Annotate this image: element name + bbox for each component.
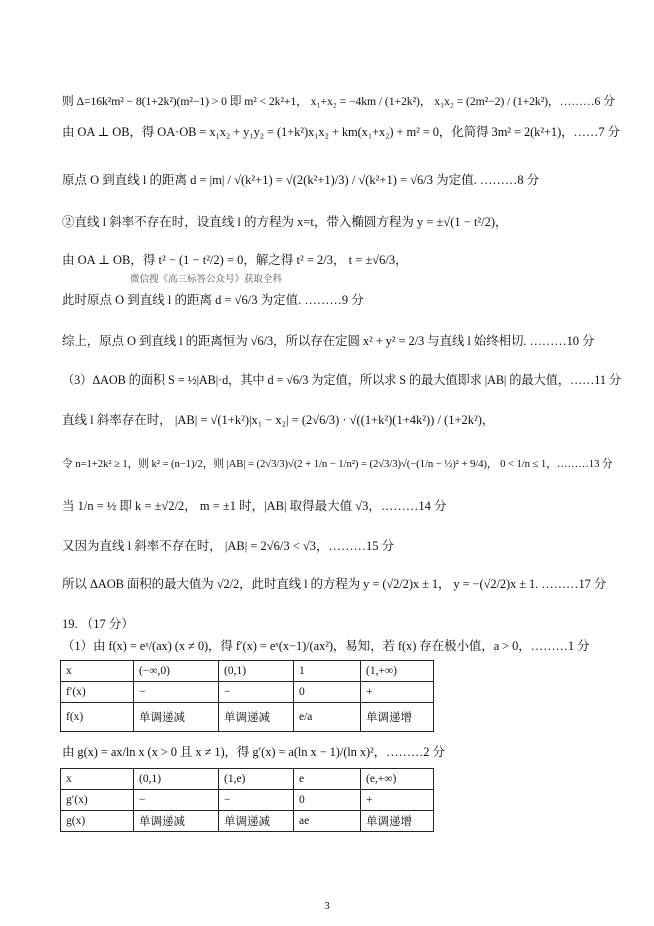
table-cell: g(x) (61, 811, 134, 832)
question-19-header: 19. （17 分） (62, 617, 134, 631)
table-cell: (1,+∞) (361, 661, 434, 682)
table-cell: (0,1) (219, 661, 294, 682)
table-cell: x (61, 661, 134, 682)
table-cell: e/a (294, 703, 361, 732)
page-number: 3 (324, 900, 330, 912)
table-row (61, 703, 434, 732)
text-line-area: （3）ΔAOB 的面积 S = ½|AB|·d，其中 d = √6/3 为定值，所以求 S 的最大值即求 |AB| 的最大值，……11 分 (62, 373, 622, 387)
q19-part2-text: 由 g(x) = ax/ln x (x > 0 且 x ≠ 1)，得 g′(x) = a(ln x − 1)/(ln x)²，………2 分 (62, 745, 445, 759)
table-cell: x (61, 769, 134, 790)
table-cell: − (134, 682, 219, 703)
table-cell: f′(x) (61, 682, 134, 703)
table-cell: 1 (294, 661, 361, 682)
table-cell: 单调递减 (219, 703, 294, 732)
table-cell: + (361, 790, 434, 811)
table-cell: f(x) (61, 703, 134, 732)
watermark-text: 微信搜《高三标答公众号》获取全科 (130, 274, 283, 285)
table-cell: 单调递增 (361, 703, 434, 732)
table-cell: − (219, 790, 294, 811)
table-cell: 单调递减 (219, 811, 294, 832)
table-row (61, 682, 434, 703)
table-cell: 0 (294, 682, 361, 703)
table-row (61, 790, 434, 811)
table-row (61, 769, 434, 790)
text-line-solve-t: 由 OA ⊥ OB，得 t² − (1 − t²/2) = 0，解之得 t² = 2/3， t = ±√6/3， (62, 253, 408, 267)
table-cell: (0,1) (134, 769, 219, 790)
table-cell: 单调递增 (361, 811, 434, 832)
table-cell: (−∞,0) (134, 661, 219, 682)
text-line-delta: 则 Δ=16k²m² − 8(1+2k²)(m²−1) > 0 即 m² < 2k²+1， x₁+x₂ = −4km / (1+2k²)， x₁x₂ = (2m²−2) / (1+2k²)，………6 分 (62, 95, 615, 108)
table-cell: 单调递减 (134, 811, 219, 832)
table-cell: (1,e) (219, 769, 294, 790)
text-line-conclusion: 综上，原点 O 到直线 l 的距离恒为 √6/3，所以存在定圆 x² + y² = 2/3 与直线 l 始终相切. ………10 分 (62, 334, 595, 348)
text-line-no-slope: 又因为直线 l 斜率不存在时， |AB| = 2√6/3 < √3，………15 分 (62, 539, 395, 553)
text-line-ab-length: 直线 l 斜率存在时， |AB| = √(1+k²)|x₁ − x₂| = (2√6/3) · √((1+k²)(1+4k²)) / (1+2k²)， (62, 413, 495, 427)
text-line-distance: 原点 O 到直线 l 的距离 d = |m| / √(k²+1) = √(2(k²+1)/3) / √(k²+1) = √6/3 为定值. ………8 分 (62, 173, 540, 187)
text-line-substitution: 令 n=1+2k² ≥ 1，则 k² = (n−1)/2，则 |AB| = (2√3/3)√(2 + 1/n − 1/n²) = (2√3/3)√(−(1/n − ½)² + 9/4)， 0 < 1/n ≤ 1，………13 分 (62, 458, 613, 470)
table-row (61, 661, 434, 682)
table-cell: ae (294, 811, 361, 832)
text-line-perpendicular: 由 OA ⊥ OB，得 OA·OB = x₁x₂ + y₁y₂ = (1+k²)x₁x₂ + km(x₁+x₂) + m² = 0，化简得 3m² = 2(k²+1)，……7 分 (62, 125, 620, 139)
table-cell: e (294, 769, 361, 790)
q19-part1-text: （1）由 f(x) = eˣ/(ax) (x ≠ 0)，得 f′(x) = eˣ(x−1)/(ax²)，易知，若 f(x) 存在极小值，a > 0，………1 分 (62, 639, 590, 653)
table-cell: + (361, 682, 434, 703)
text-line-maximum: 当 1/n = ½ 即 k = ±√2/2， m = ±1 时，|AB| 取得最大值 √3，………14 分 (62, 499, 447, 513)
table-f-monotonicity (60, 660, 434, 732)
table-cell: 0 (294, 790, 361, 811)
table-cell: − (219, 682, 294, 703)
table-g-monotonicity (60, 768, 434, 832)
table-cell: − (134, 790, 219, 811)
text-line-distance-2: 此时原点 O 到直线 l 的距离 d = √6/3 为定值. ………9 分 (62, 293, 364, 307)
table-cell: 单调递减 (134, 703, 219, 732)
text-line-final: 所以 ΔAOB 面积的最大值为 √2/2，此时直线 l 的方程为 y = (√2/2)x ± 1， y = −(√2/2)x ± 1. ………17 分 (62, 577, 607, 591)
table-cell: (e,+∞) (361, 769, 434, 790)
table-cell: g′(x) (61, 790, 134, 811)
text-line-slope-none: ②直线 l 斜率不存在时，设直线 l 的方程为 x=t，带入椭圆方程为 y = ±√(1 − t²/2)， (62, 215, 508, 229)
table-row (61, 811, 434, 832)
